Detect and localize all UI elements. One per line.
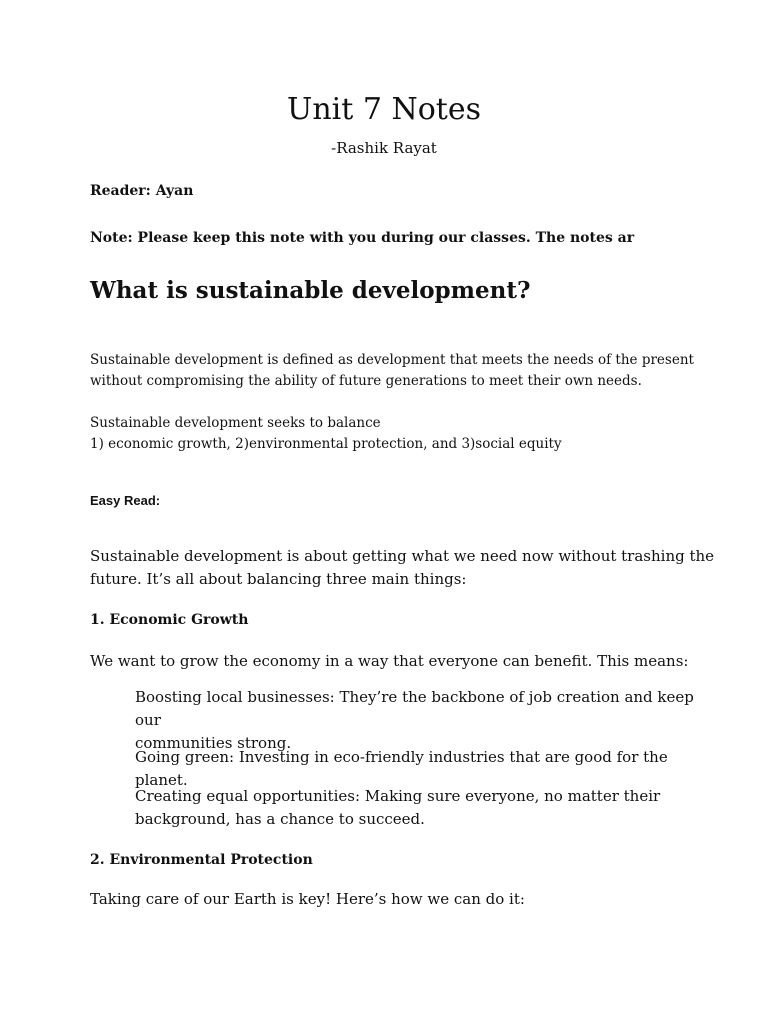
list-item-line: Going green: Investing in eco-friendly industries that are good for the planet. xyxy=(135,748,668,789)
list-item-line: Boosting local businesses: They’re the backbone of job creation and keep our xyxy=(135,688,694,729)
note-line: Note: Please keep this note with you during our classes. The notes ar xyxy=(90,230,635,246)
section2-intro: Taking care of our Earth is key! Here’s how we can do it: xyxy=(90,890,525,908)
list-item xyxy=(135,785,695,831)
definition-paragraph xyxy=(90,350,694,392)
list-item xyxy=(135,686,695,755)
balance-line-2: 1) economic growth, 2)environmental protection, and 3)social equity xyxy=(90,436,562,452)
definition-line-1: Sustainable development is defined as development that meets the needs of the present xyxy=(90,352,694,368)
balance-paragraph xyxy=(90,413,562,455)
easy-read-intro xyxy=(90,545,714,591)
easy-read-line-1: Sustainable development is about getting what we need now without trashing the xyxy=(90,547,715,565)
section1-heading: 1. Economic Growth xyxy=(90,612,249,628)
list-item-line: background, has a chance to succeed. xyxy=(135,810,425,828)
list-item-line: communities strong. xyxy=(135,734,292,752)
author-line: -Rashik Rayat xyxy=(331,139,437,157)
balance-line-1: Sustainable development seeks to balance xyxy=(90,415,381,431)
easy-read-line-2: future. It’s all about balancing three main things: xyxy=(90,570,467,588)
reader-line: Reader: Ayan xyxy=(90,183,194,199)
definition-line-2: without compromising the ability of future generations to meet their own needs. xyxy=(90,373,642,389)
section2-heading: 2. Environmental Protection xyxy=(90,852,313,868)
page-title: Unit 7 Notes xyxy=(287,92,481,127)
list-item-line: Creating equal opportunities: Making sure everyone, no matter their xyxy=(135,787,661,805)
easy-read-label: Easy Read: xyxy=(90,493,161,508)
section1-intro: We want to grow the economy in a way that everyone can benefit. This means: xyxy=(90,652,689,670)
section-heading: What is sustainable development? xyxy=(90,277,531,304)
